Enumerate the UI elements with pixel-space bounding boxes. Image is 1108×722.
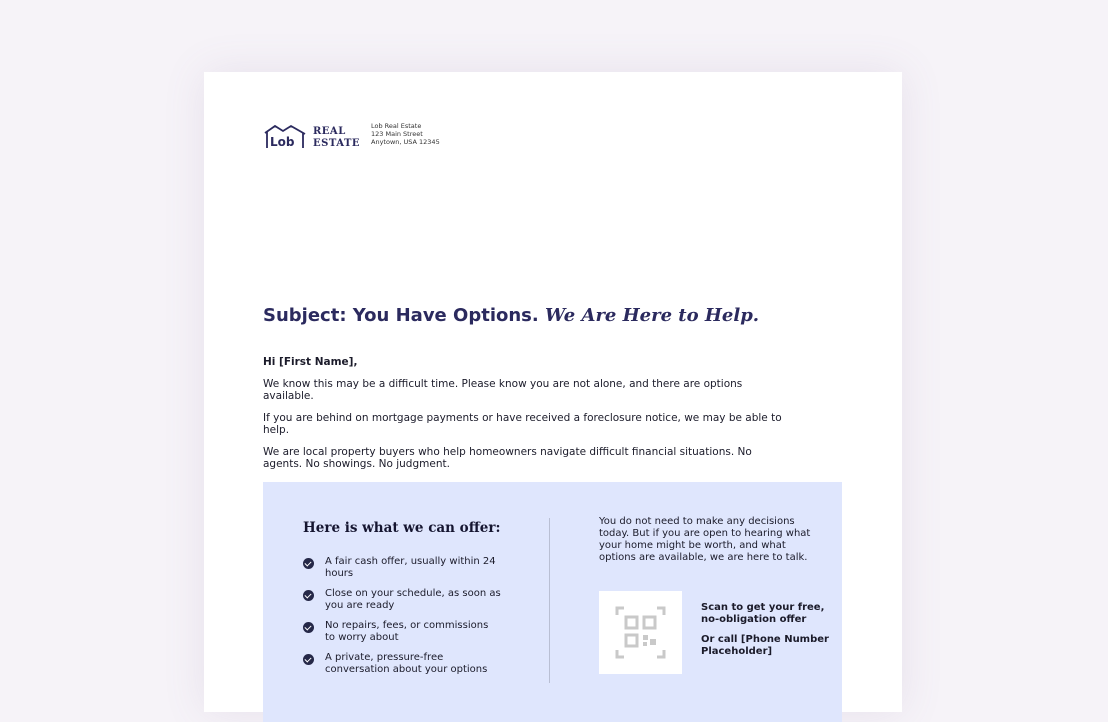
letter-page (204, 72, 902, 712)
address-street: 123 Main Street (371, 130, 423, 138)
address-name: Lob Real Estate (371, 122, 422, 130)
check-circle-icon (303, 622, 314, 633)
list-item-text: A private, pressure-free conversation about your options (325, 652, 488, 675)
logo-line1: REAL (313, 126, 346, 137)
paragraph: We are local property buyers who help homeowners navigate difficult financial situations. No agents. No showings. No judgment. (263, 446, 752, 470)
svg-text:Lob: Lob (270, 135, 295, 149)
info-text: You do not need to make any decisions today. But if you are open to hearing what your home might be worth, and what options are available, we are here to talk. (599, 516, 811, 563)
call-to-action (701, 602, 831, 666)
list-item-text: Close on your schedule, as soon as you are ready (325, 588, 501, 611)
check-circle-icon (303, 558, 314, 569)
paragraph: If you are behind on mortgage payments or have received a foreclosure notice, we may be able to help. (263, 412, 782, 436)
offer-title: Here is what we can offer: (303, 520, 501, 536)
address-city: Anytown, USA 12345 (371, 138, 440, 146)
list-item (303, 556, 523, 580)
letter-body (263, 356, 783, 480)
check-circle-icon (303, 654, 314, 665)
divider (549, 518, 550, 683)
qr-code-placeholder[interactable] (599, 591, 682, 674)
logo (263, 123, 360, 150)
offer-list (303, 556, 523, 684)
paragraph: We know this may be a difficult time. Please know you are not alone, and there are options available. (263, 378, 743, 402)
list-item (303, 588, 523, 612)
list-item (303, 620, 523, 644)
subject-heading (263, 305, 759, 326)
call-text: Or call [Phone Number Placeholder] (701, 634, 829, 657)
qr-code-icon (599, 591, 682, 674)
subject-italic: We Are Here to Help. (545, 305, 760, 326)
subject-main: Subject: You Have Options. (263, 305, 539, 326)
house-logo-icon (263, 123, 307, 149)
return-address (371, 122, 440, 146)
check-circle-icon (303, 590, 314, 601)
list-item-text: A fair cash offer, usually within 24 hours (325, 556, 496, 579)
offer-box (263, 482, 842, 722)
greeting: Hi [First Name], (263, 356, 358, 368)
scan-text: Scan to get your free, no-obligation offer (701, 602, 825, 625)
logo-line2: ESTATE (313, 138, 361, 149)
list-item (303, 652, 523, 676)
list-item-text: No repairs, fees, or commissions to worry about (325, 620, 489, 643)
